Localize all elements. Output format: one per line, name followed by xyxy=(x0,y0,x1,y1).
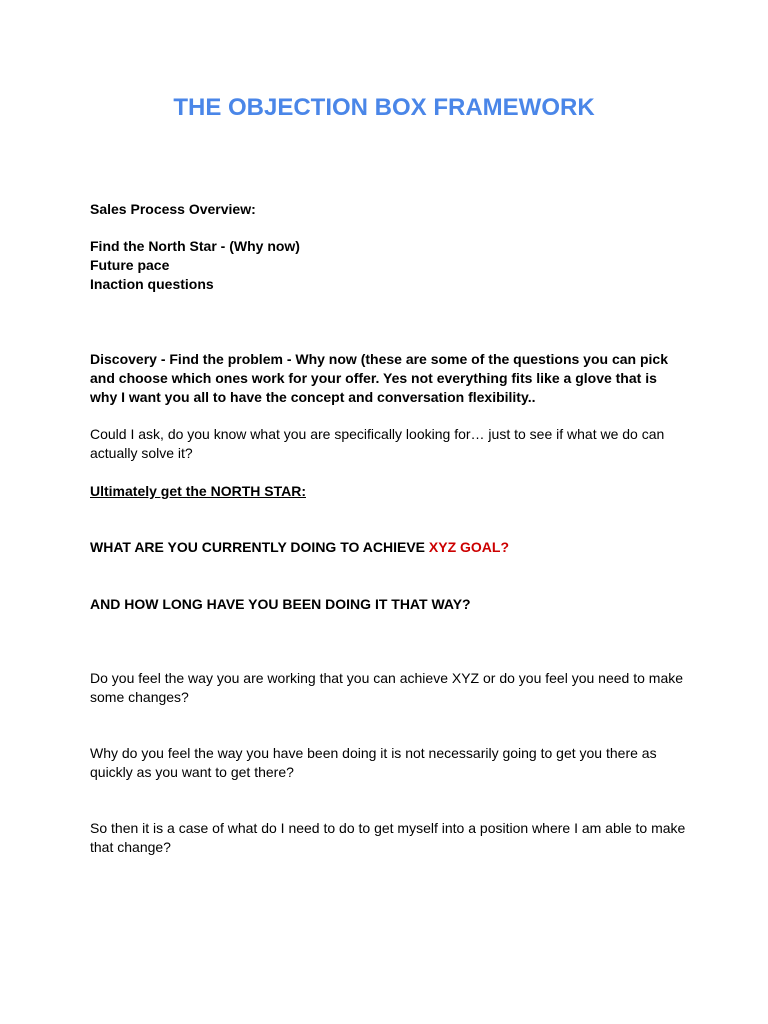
paragraph-2-line: Why do you feel the way you have been doing it is not necessarily going to get you there as xyxy=(90,745,657,761)
question-2 xyxy=(90,595,690,614)
paragraph-1 xyxy=(90,669,690,707)
overview-item: Inaction questions xyxy=(90,276,214,292)
discovery-line: why I want you all to have the concept and conversation flexibility.. xyxy=(90,389,536,405)
paragraph-2 xyxy=(90,744,690,782)
could-ask-paragraph xyxy=(90,425,690,463)
discovery-line: and choose which ones work for your offer. Yes not everything fits like a glove that is xyxy=(90,370,657,386)
could-ask-line: Could I ask, do you know what you are specifically looking for… just to see if what we do can xyxy=(90,426,665,442)
paragraph-3 xyxy=(90,819,690,857)
could-ask-line: actually solve it? xyxy=(90,445,193,461)
discovery-line: Discovery - Find the problem - Why now (these are some of the questions you can pick xyxy=(90,351,668,367)
overview-item: Future pace xyxy=(90,257,170,273)
overview-heading-text: Sales Process Overview: xyxy=(90,201,256,217)
document-title: THE OBJECTION BOX FRAMEWORK xyxy=(173,94,595,121)
overview-list xyxy=(90,237,690,294)
overview-heading xyxy=(90,200,690,219)
discovery-paragraph xyxy=(90,350,690,407)
paragraph-2-line: quickly as you want to get there? xyxy=(90,764,294,780)
overview-item: Find the North Star - (Why now) xyxy=(90,238,300,254)
question-2-text: AND HOW LONG HAVE YOU BEEN DOING IT THAT WAY? xyxy=(90,596,471,612)
paragraph-3-line: So then it is a case of what do I need to do to get myself into a position where I am able to make xyxy=(90,820,686,836)
north-star-text: Ultimately get the NORTH STAR: xyxy=(90,483,306,499)
paragraph-1-line: Do you feel the way you are working that you can achieve XYZ or do you feel you need to make xyxy=(90,670,684,686)
question-1 xyxy=(90,538,690,557)
question-1-highlight: XYZ GOAL? xyxy=(428,539,510,555)
paragraph-1-line: some changes? xyxy=(90,689,189,705)
north-star-heading xyxy=(90,482,690,501)
question-1-prefix: WHAT ARE YOU CURRENTLY DOING TO ACHIEVE xyxy=(90,539,429,555)
paragraph-3-line: that change? xyxy=(90,839,171,855)
